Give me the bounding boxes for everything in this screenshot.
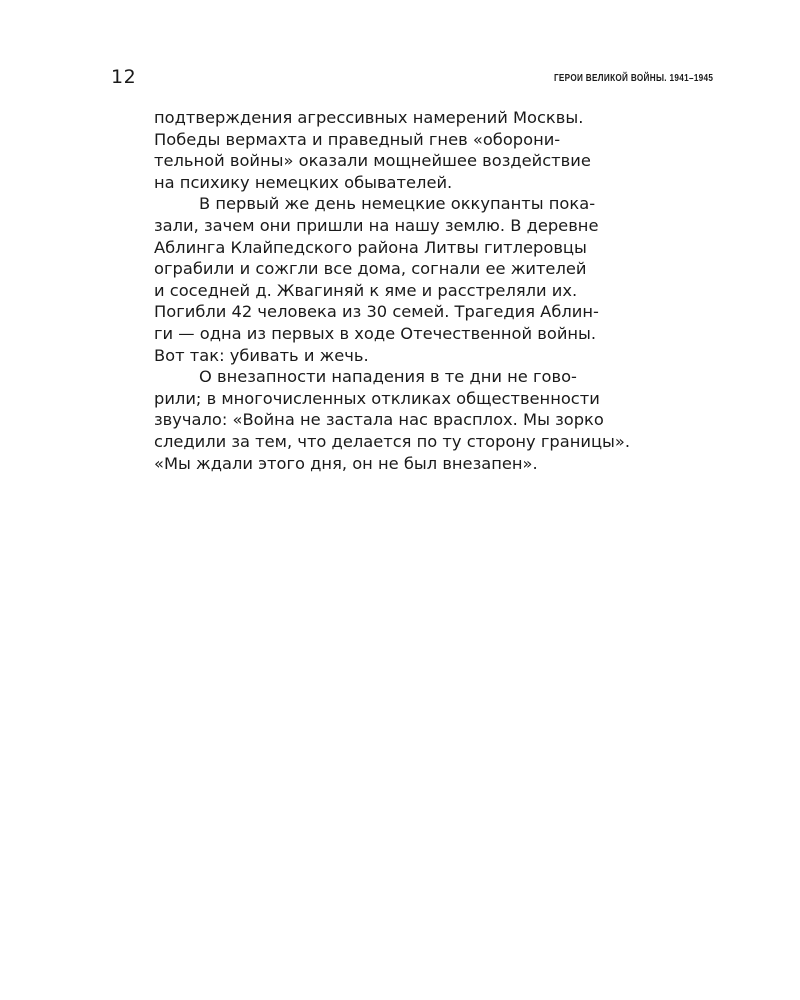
text-line: подтверждения агрессивных намерений Москвы. [154, 108, 584, 127]
text-line: тельной войны» оказали мощнейшее воздействие [154, 151, 591, 171]
text-line: на психику немецких обывателей. [154, 172, 453, 192]
text-line: Вот так: убивать и жечь. [154, 345, 369, 365]
text-line: Аблинга Клайпедского района Литвы гитлеровцы [154, 237, 587, 257]
page-number: 12 [111, 66, 137, 88]
paragraph-first-line: О внезапности нападения в те дни не гово- [199, 367, 577, 387]
paragraph-first-line: В первый же день немецкие оккупанты пока- [199, 194, 596, 214]
body-text [154, 107, 714, 474]
text-line: «Мы ждали этого дня, он не был внезапен». [154, 453, 538, 473]
running-header-title: ГЕРОИ ВЕЛИКОЙ ВОЙНЫ. 1941–1945 [553, 72, 713, 84]
text-line: следили за тем, что делается по ту сторону границы». [154, 431, 631, 451]
text-line: Погибли 42 человека из 30 семей. Трагедия Аблин- [154, 302, 599, 322]
text-line: и соседней д. Жвагиняй к яме и расстреляли их. [154, 280, 578, 300]
text-line: зали, зачем они пришли на нашу землю. В деревне [154, 215, 599, 235]
text-line: ограбили и сожгли все дома, согнали ее жителей [154, 259, 587, 279]
text-line: ги — одна из первых в ходе Отечественной войны. [154, 323, 597, 343]
text-line: Победы вермахта и праведный гнев «оборони- [154, 129, 561, 149]
text-line: рили; в многочисленных откликах общественности [154, 388, 600, 408]
text-line: звучало: «Война не застала нас врасплох. Мы зорко [154, 410, 604, 430]
